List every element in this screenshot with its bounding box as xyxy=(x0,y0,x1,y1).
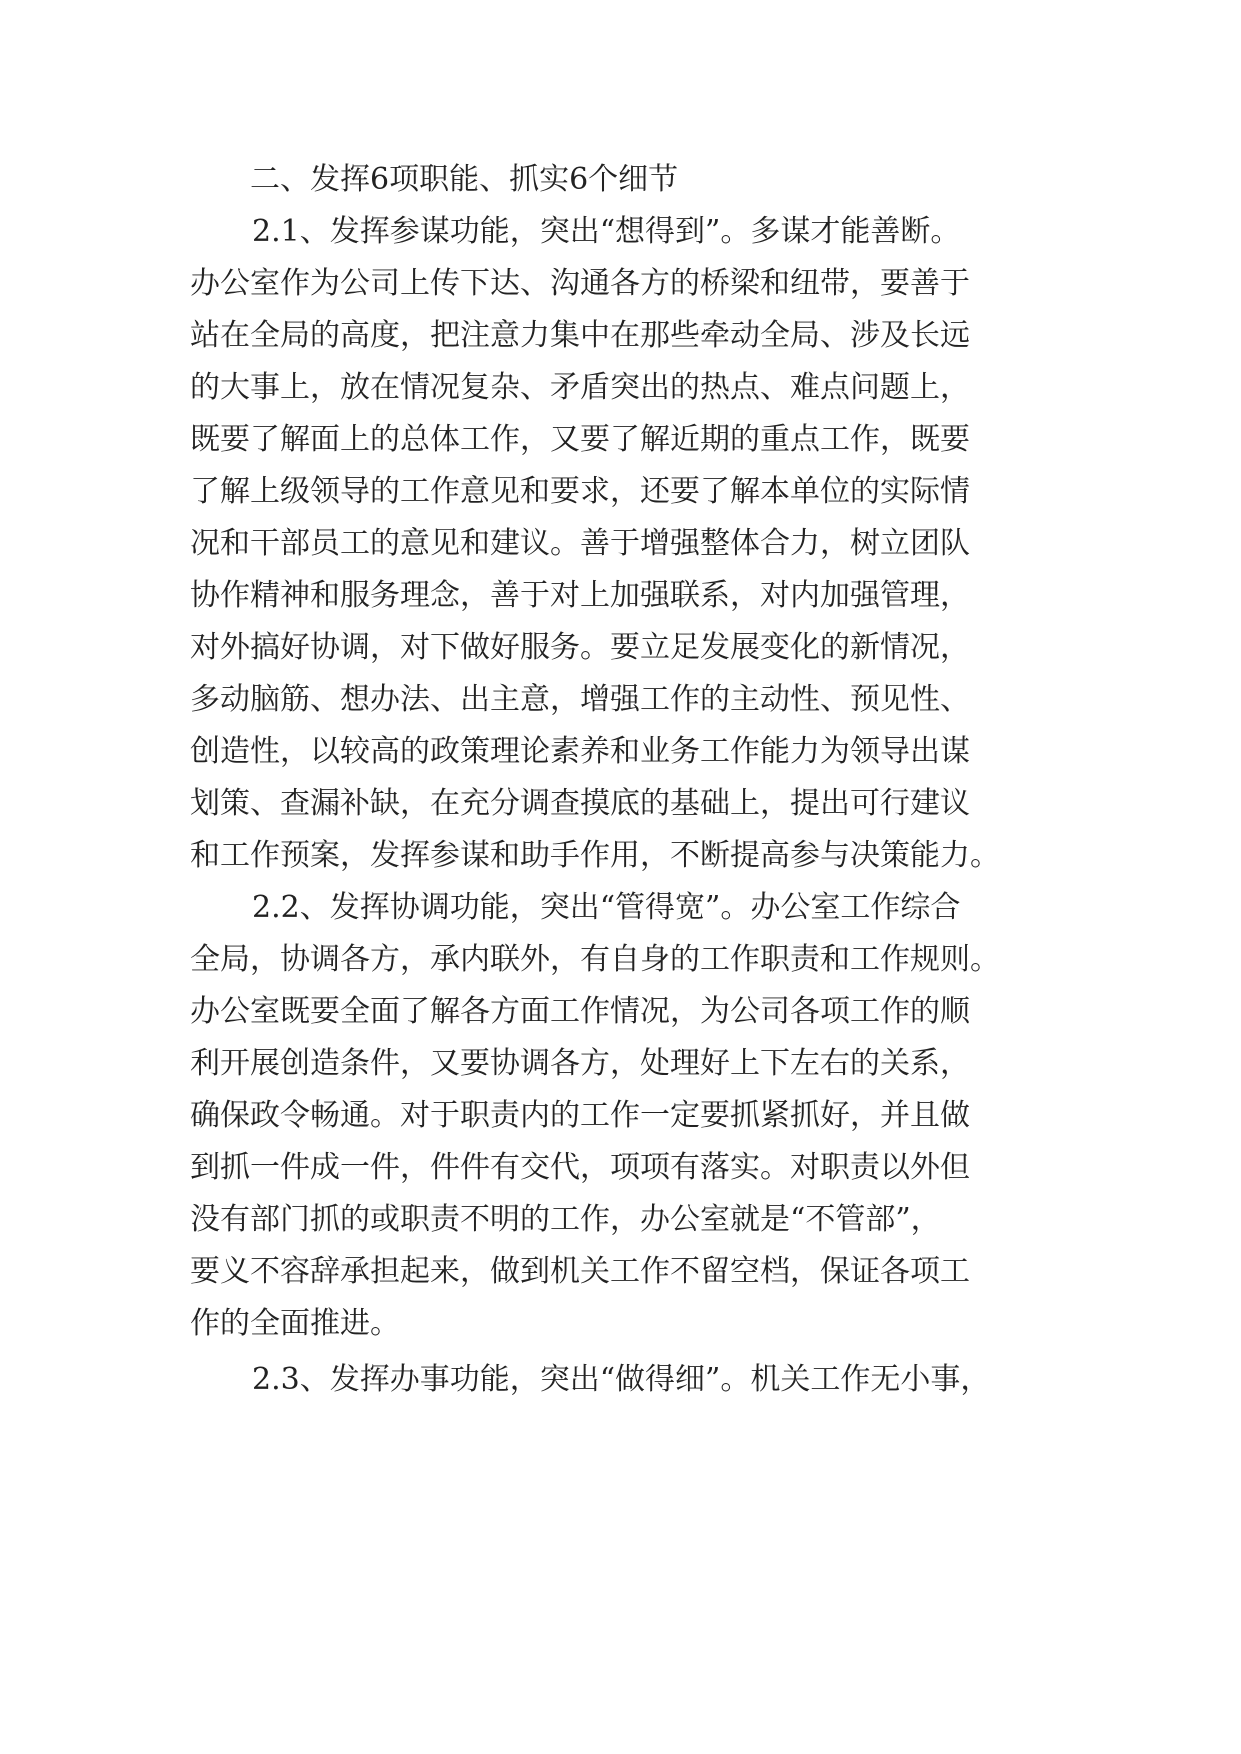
paragraph-2-2-line: 全局，协调各方，承内联外，有自身的工作职责和工作规则。 xyxy=(190,942,1000,977)
paragraph-2-2-line: 作的全面推进。 xyxy=(190,1306,400,1341)
paragraph-2-2-line: 要义不容辞承担起来，做到机关工作不留空档，保证各项工 xyxy=(190,1254,970,1289)
paragraph-2-2-line: 到抓一件成一件，件件有交代，项项有落实。对职责以外但 xyxy=(190,1150,970,1185)
paragraph-2-1-line: 况和干部员工的意见和建议。善于增强整体合力，树立团队 xyxy=(190,526,970,561)
paragraph-2-1-line: 2.1、发挥参谋功能，突出“想得到”。多谋才能善断。 xyxy=(252,214,961,249)
paragraph-2-2-line: 没有部门抓的或职责不明的工作，办公室就是“不管部”， xyxy=(190,1202,941,1237)
paragraph-2-3-line: 2.3、发挥办事功能，突出“做得细”。机关工作无小事， xyxy=(252,1362,991,1397)
paragraph-2-2-line: 确保政令畅通。对于职责内的工作一定要抓紧抓好，并且做 xyxy=(190,1098,970,1133)
paragraph-2-2-line: 2.2、发挥协调功能，突出“管得宽”。办公室工作综合 xyxy=(252,890,961,925)
paragraph-2-1-line: 了解上级领导的工作意见和要求，还要了解本单位的实际情 xyxy=(190,474,970,509)
paragraph-2-1-line: 既要了解面上的总体工作，又要了解近期的重点工作，既要 xyxy=(190,422,970,457)
paragraph-2-1-line: 协作精神和服务理念，善于对上加强联系，对内加强管理， xyxy=(190,578,970,613)
paragraph-2-1-line: 划策、查漏补缺，在充分调查摸底的基础上，提出可行建议 xyxy=(190,786,970,821)
paragraph-2-1-line: 多动脑筋、想办法、出主意，增强工作的主动性、预见性、 xyxy=(190,682,970,717)
paragraph-2-2-line: 办公室既要全面了解各方面工作情况，为公司各项工作的顺 xyxy=(190,994,970,1029)
paragraph-2-1-line: 站在全局的高度，把注意力集中在那些牵动全局、涉及长远 xyxy=(190,318,970,353)
paragraph-2-1-line: 和工作预案，发挥参谋和助手作用，不断提高参与决策能力。 xyxy=(190,838,1000,873)
paragraph-2-1-line: 的大事上，放在情况复杂、矛盾突出的热点、难点问题上， xyxy=(190,370,970,405)
paragraph-2-2-line: 利开展创造条件，又要协调各方，处理好上下左右的关系， xyxy=(190,1046,970,1081)
paragraph-2-1-line: 办公室作为公司上传下达、沟通各方的桥梁和纽带，要善于 xyxy=(190,266,970,301)
paragraph-2-1-line: 对外搞好协调，对下做好服务。要立足发展变化的新情况， xyxy=(190,630,970,665)
section-heading: 二、发挥6项职能、抓实6个细节 xyxy=(250,162,679,197)
paragraph-2-1-line: 创造性，以较高的政策理论素养和业务工作能力为领导出谋 xyxy=(190,734,970,769)
